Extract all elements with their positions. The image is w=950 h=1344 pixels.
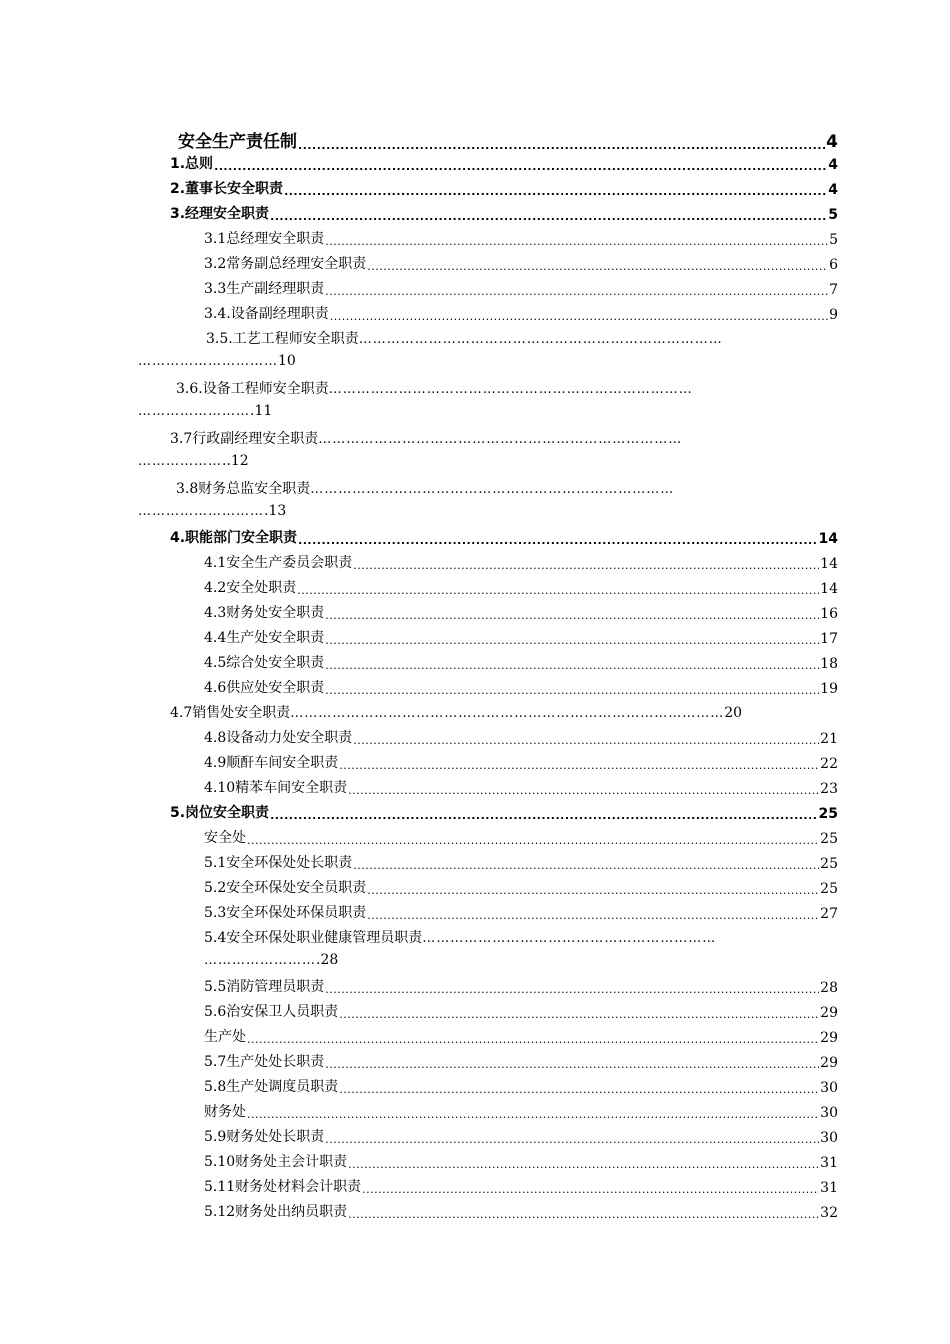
- toc-entry-3-3[interactable]: 3.3生产副经理职责 ..... 7: [204, 278, 838, 298]
- toc-entry-5-12[interactable]: 5.12财务处出纳员职责 ..... 32: [204, 1201, 838, 1221]
- toc-entry-4-4[interactable]: 4.4生产处安全职责 ..... 17: [204, 627, 838, 647]
- toc-entry-5-10[interactable]: 5.10财务处主会计职责 ..... 31: [204, 1151, 838, 1171]
- toc-entry-5-7[interactable]: 5.7生产处处长职责 ..... 29: [204, 1051, 838, 1071]
- toc-entry-4-6[interactable]: 4.6供应处安全职责 ..... 19: [204, 677, 838, 697]
- toc-entry-5-2[interactable]: 5.2安全环保处安全员职责 ..... 25: [204, 877, 838, 897]
- toc-entry-5-11[interactable]: 5.11财务处材料会计职责 ..... 31: [204, 1176, 838, 1196]
- toc-entry-4-2[interactable]: 4.2安全处职责 ..... 14: [204, 577, 838, 597]
- toc-entry-group-shengchan[interactable]: 生产处 ..... 29: [204, 1026, 838, 1046]
- toc-entry-page: 4: [828, 157, 838, 173]
- toc-entry-label: 2.董事长安全职责: [170, 181, 284, 197]
- toc-entry-1[interactable]: [170, 153, 838, 173]
- toc-entry-4[interactable]: 4.职能部门安全职责 ..... 14: [170, 527, 838, 547]
- toc-entry-page: 4: [828, 182, 838, 198]
- toc-entry-5[interactable]: 5.岗位安全职责 ..... 25: [170, 802, 838, 822]
- toc-entry-3-6[interactable]: 3.6.设备工程师安全职责……………………………………………………………………: [176, 381, 693, 397]
- toc-entry-5-8[interactable]: 5.8生产处调度员职责 ..... 30: [204, 1076, 838, 1096]
- toc-entry-4-10[interactable]: 4.10精苯车间安全职责 ..... 23: [204, 777, 838, 797]
- toc-entry-3-2[interactable]: 3.2常务副总经理安全职责 ..... 6: [204, 253, 838, 273]
- toc-entry-5-3[interactable]: 5.3安全环保处环保员职责 ..... 27: [204, 902, 838, 922]
- toc-entry-3-5[interactable]: 3.5.工艺工程师安全职责……………………………………………………………………: [206, 331, 723, 347]
- toc-entry-5-4[interactable]: 5.4安全环保处职业健康管理员职责………………………………………………………: [204, 930, 717, 946]
- toc-entry-3-7[interactable]: 3.7行政副经理安全职责……………………………………………………………………: [170, 431, 683, 447]
- toc-entry-title[interactable]: [178, 127, 838, 152]
- toc-entry-label: 安全生产责任制: [178, 132, 297, 152]
- toc-entry-3-1[interactable]: 3.1总经理安全职责 ..... 5: [204, 228, 838, 248]
- toc-entry-3-8[interactable]: 3.8财务总监安全职责……………………………………………………………………: [176, 481, 675, 497]
- toc-entry-3-7-cont: ………………..12: [138, 453, 249, 469]
- toc-entry-5-4-cont: …………………….28: [204, 952, 339, 968]
- toc-entry-group-caiwu[interactable]: 财务处 ..... 30: [204, 1101, 838, 1121]
- toc-entry-group-anquan[interactable]: 安全处 ..... 25: [204, 827, 838, 847]
- toc-entry-label: 1.总则: [170, 156, 214, 172]
- toc-entry-page: 5: [828, 207, 838, 223]
- toc-entry-3[interactable]: [170, 203, 838, 223]
- toc-entry-4-9[interactable]: 4.9顺酐车间安全职责 ..... 22: [204, 752, 838, 772]
- toc-entry-page: 4: [826, 132, 838, 152]
- toc-entry-5-9[interactable]: 5.9财务处处长职责 ..... 30: [204, 1126, 838, 1146]
- toc-entry-4-7[interactable]: 4.7销售处安全职责…………………………………………………………………………………20: [170, 705, 743, 721]
- toc-entry-2[interactable]: [170, 178, 838, 198]
- toc-entry-4-5[interactable]: 4.5综合处安全职责 ..... 18: [204, 652, 838, 672]
- toc-entry-4-1[interactable]: 4.1安全生产委员会职责 ..... 14: [204, 552, 838, 572]
- toc-entry-5-6[interactable]: 5.6治安保卫人员职责 ..... 29: [204, 1001, 838, 1021]
- toc-entry-5-5[interactable]: 5.5消防管理员职责 ..... 28: [204, 976, 838, 996]
- toc-entry-4-3[interactable]: 4.3财务处安全职责 ..... 16: [204, 602, 838, 622]
- toc-entry-3-6-cont: …………………….11: [138, 403, 273, 419]
- toc-entry-3-4[interactable]: 3.4.设备副经理职责 ..... 9: [204, 303, 838, 323]
- toc-entry-label: 3.经理安全职责: [170, 206, 270, 222]
- toc-entry-3-5-cont: …………………………10: [138, 353, 296, 369]
- toc-entry-4-8[interactable]: 4.8设备动力处安全职责 ..... 21: [204, 727, 838, 747]
- toc-entry-5-1[interactable]: 5.1安全环保处处长职责 ..... 25: [204, 852, 838, 872]
- toc-entry-3-8-cont: ……………………….13: [138, 503, 287, 519]
